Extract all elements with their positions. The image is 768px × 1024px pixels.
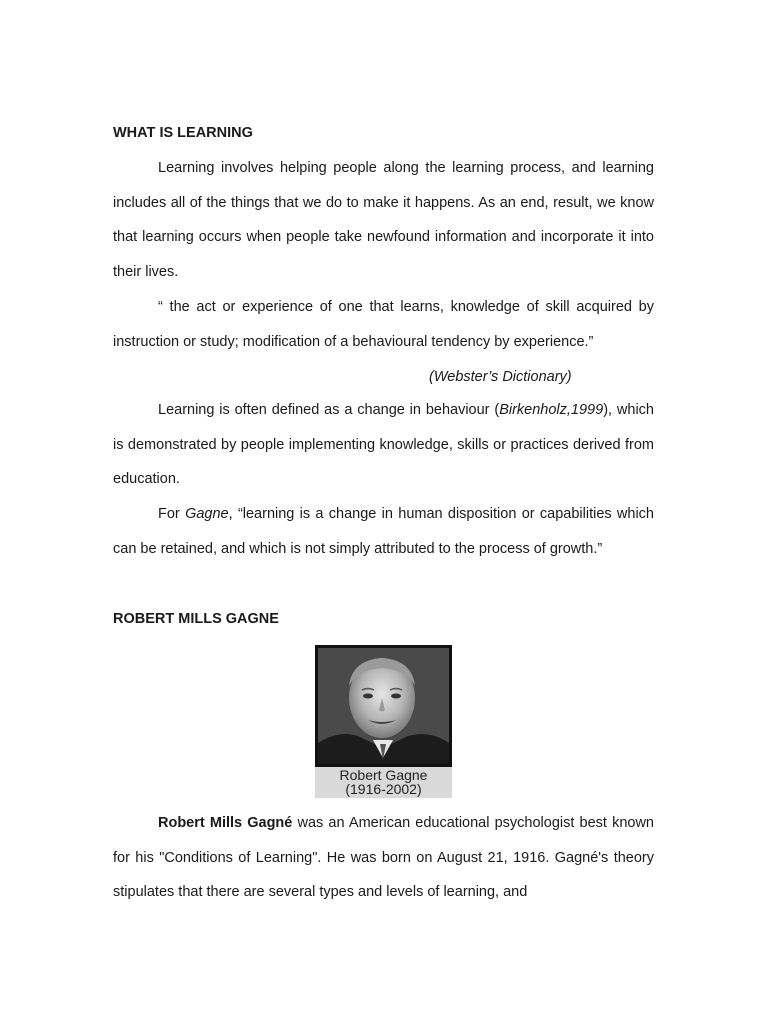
paragraph-gagne-bio [113, 806, 654, 910]
portrait-image [318, 648, 449, 764]
text: , “learning is a change in human disposition or capabilities which can be retained, and which is not simply attributed to the process of growth.” [113, 506, 654, 557]
paragraph-webster-quote: “ the act or experience of one that learns, knowledge of skill acquired by instruction or study; modification of a behavioural tendency by experience.” [113, 299, 654, 350]
text: was an American educational psychologist best known for his "Conditions of Learning". He was born on August 21, 1916. Gagné's theory stipulates that there are several types and levels of learning, and [113, 815, 654, 900]
section-heading-robert-mills-gagne: ROBERT MILLS GAGNE [113, 611, 279, 627]
paragraph-learning-definition: Learning involves helping people along the learning process, and learning includes all of the things that we do to make it happens. As an end, result, we know that learning occurs when people take newfound information and incorporate it into their lives. [113, 160, 654, 280]
paragraph-behaviour-change [113, 393, 654, 497]
author-name: Gagne [185, 506, 229, 522]
photo-caption-years: (1916-2002) [345, 781, 422, 797]
bold-name: Robert Mills Gagné [158, 815, 293, 831]
citation: Birkenholz,1999 [499, 402, 604, 418]
text: ), which is demonstrated by people implementing knowledge, skills or practices derived from education. [113, 402, 654, 487]
text: Learning is often defined as a change in behaviour ( [158, 402, 500, 418]
portrait-photo [315, 645, 452, 797]
quote-source: (Webster’s Dictionary) [429, 369, 572, 385]
portrait-illustration [318, 648, 449, 764]
photo-frame [315, 645, 452, 767]
text: For [158, 506, 186, 522]
photo-caption [315, 767, 452, 798]
photo-caption-name: Robert Gagne [339, 767, 428, 783]
section-heading-what-is-learning: WHAT IS LEARNING [113, 125, 253, 141]
paragraph-gagne-definition [113, 497, 654, 566]
